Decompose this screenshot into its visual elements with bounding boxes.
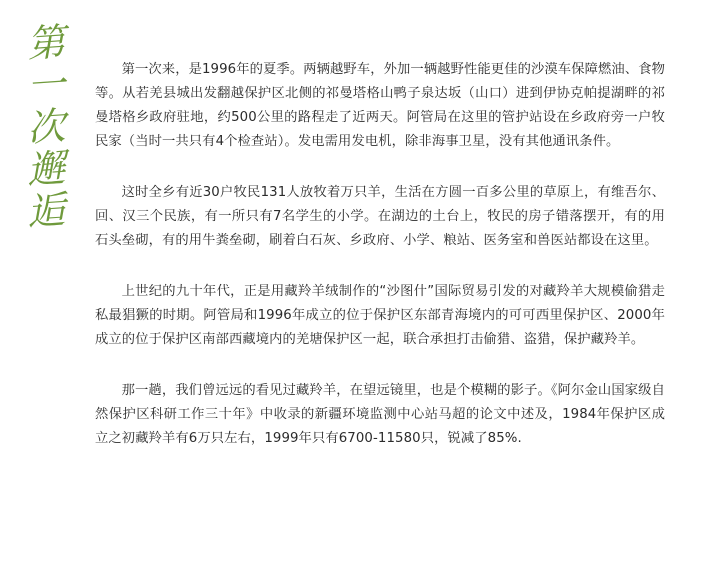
paragraph-2: 这时全乡有近30户牧民131人放牧着万只羊，生活在方圆一百多公里的草原上，有维吾尔、回、汉三个民族，有一所只有7名学生的小学。在湖边的土台上，牧民的房子错落摆开，有的用石头垒砌，有的用牛粪垒砌，刷着白石灰、乡政府、小学、粮站、医务室和兽医站都设在这里。	[95, 185, 665, 248]
chapter-title-char: 邂	[25, 145, 67, 193]
chapter-title-char: 一	[25, 61, 67, 109]
paragraph-3: 上世纪的九十年代，正是用藏羚羊绒制作的“沙图什”国际贸易引发的对藏羚羊大规模偷猎走私最猖獗的时期。阿管局和1996年成立的位于保护区东部青海境内的可可西里保护区、2000年成立的位于保护区南部西藏境内的羌塘保护区一起，联合承担打击偷猎、盗猎，保护藏羚羊。	[95, 284, 665, 347]
chapter-title-char: 次	[25, 103, 67, 151]
chapter-title	[22, 19, 70, 235]
article-body	[95, 58, 665, 478]
paragraph-1: 第一次来，是1996年的夏季。两辆越野车，外加一辆越野性能更佳的沙漠车保障燃油、食物等。从若羌县城出发翻越保护区北侧的祁曼塔格山鸭子泉达坂（山口）进到伊协克帕提湖畔的祁曼塔格乡政府驻地，约500公里的路程走了近两天。阿管局在这里的管护站设在乡政府旁一户牧民家（当时一共只有4个检查站）。发电需用发电机，除非海事卫星，没有其他通讯条件。	[95, 62, 665, 149]
chapter-title-char: 第	[25, 19, 67, 67]
chapter-title-char: 逅	[25, 187, 67, 235]
paragraph-4: 那一趟，我们曾远远的看见过藏羚羊，在望远镜里，也是个模糊的影子。《阿尔金山国家级自然保护区科研工作三十年》中收录的新疆环境监测中心站马超的论文中述及，1984年保护区成立之初藏羚羊有6万只左右，1999年只有6700-11580只，锐减了85%.	[95, 383, 665, 446]
